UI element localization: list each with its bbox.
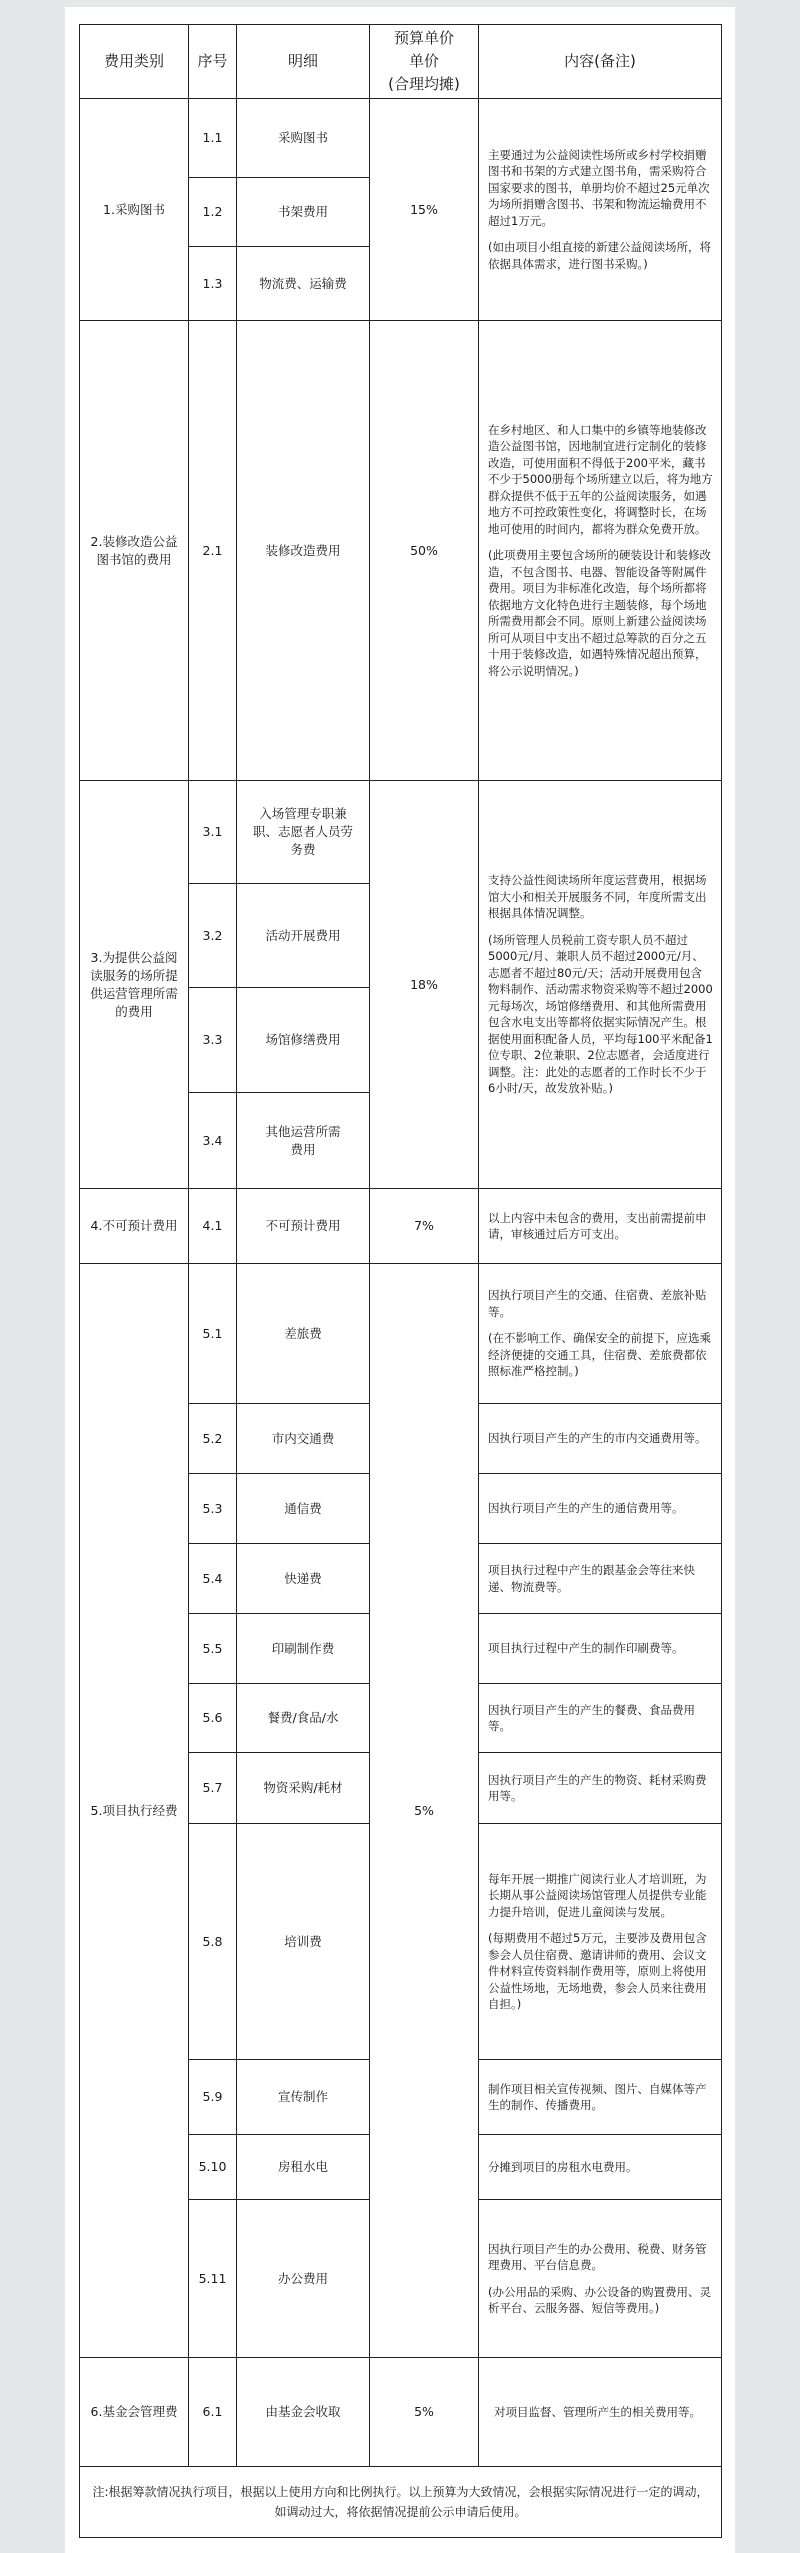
index-cell: 5.3 [189, 1474, 237, 1544]
table-header-row [80, 25, 722, 99]
category-cell: 1.采购图书 [80, 99, 189, 321]
header-category: 费用类别 [80, 25, 189, 99]
index-cell: 4.1 [189, 1189, 237, 1264]
content-cell: 在乡村地区、和人口集中的乡镇等地装修改造公益图书馆，因地制宜进行定制化的装修改造，可使用面积不得低于200平米，藏书不少于5000册每个场所建立以后，将为地方群众提供不低于五年的公益阅读服务，如遇地方不可控政策性变化，将调整时长，在场地可使用的时间内，都将为群众免费开放。 (此项费用主要包含场所的硬装设计和装修改造，不包含图书、电器、智能设备等附属件费用。项目为非标准化改造，每个场所都将依据地方文化特色进行主题装修，每个场地所需费用都会不同。原则上新建公益阅读场所可从项目中支出不超过总筹款的百分之五十用于装修改造，如遇特殊情况超出预算，将公示说明情况。) [479, 321, 722, 781]
content-cell: 项目执行过程中产生的制作印刷费等。 [479, 1614, 722, 1684]
content-cell: 因执行项目产生的产生的通信费用等。 [479, 1474, 722, 1544]
index-cell: 1.3 [189, 247, 237, 321]
category-cell: 4.不可预计费用 [80, 1189, 189, 1264]
index-cell: 5.2 [189, 1404, 237, 1474]
detail-cell: 物资采购/耗材 [237, 1753, 370, 1824]
header-content: 内容(备注) [479, 25, 722, 99]
detail-cell: 书架费用 [237, 178, 370, 247]
index-cell: 5.1 [189, 1264, 237, 1404]
detail-cell: 印刷制作费 [237, 1614, 370, 1684]
content-cell: 因执行项目产生的产生的餐费、食品费用等。 [479, 1684, 722, 1753]
index-cell: 5.11 [189, 2200, 237, 2358]
category-cell: 5.项目执行经费 [80, 1264, 189, 2358]
detail-cell: 由基金会收取 [237, 2358, 370, 2467]
category-cell: 6.基金会管理费 [80, 2358, 189, 2467]
index-cell: 5.9 [189, 2060, 237, 2135]
index-cell: 3.3 [189, 988, 237, 1093]
index-cell: 2.1 [189, 321, 237, 781]
detail-cell: 培训费 [237, 1824, 370, 2060]
content-cell: 每年开展一期推广阅读行业人才培训班，为长期从事公益阅读场馆管理人员提供专业能力提升培训，促进儿童阅读与发展。 (每期费用不超过5万元，主要涉及费用包含参会人员住宿费、邀请讲师的费用、会议文件材料宣传资料制作费用等，原则上将使用公益性场地，无场地费，参会人员来往费用自担。) [479, 1824, 722, 2060]
table-row [80, 2358, 722, 2467]
index-cell: 1.2 [189, 178, 237, 247]
index-cell: 3.4 [189, 1093, 237, 1189]
detail-cell: 差旅费 [237, 1264, 370, 1404]
content-cell: 分摊到项目的房租水电费用。 [479, 2135, 722, 2200]
detail-cell: 通信费 [237, 1474, 370, 1544]
header-index: 序号 [189, 25, 237, 99]
percent-cell: 5% [370, 1264, 479, 2358]
index-cell: 5.10 [189, 2135, 237, 2200]
detail-cell: 办公费用 [237, 2200, 370, 2358]
document-card [65, 7, 735, 2553]
table-row [80, 1189, 722, 1264]
detail-cell: 餐费/食品/水 [237, 1684, 370, 1753]
detail-cell: 不可预计费用 [237, 1189, 370, 1264]
detail-cell: 快递费 [237, 1544, 370, 1614]
detail-cell: 活动开展费用 [237, 884, 370, 988]
detail-cell: 场馆修缮费用 [237, 988, 370, 1093]
content-cell: 制作项目相关宣传视频、图片、自媒体等产生的制作、传播费用。 [479, 2060, 722, 2135]
index-cell: 3.1 [189, 781, 237, 884]
header-detail: 明细 [237, 25, 370, 99]
percent-cell: 18% [370, 781, 479, 1189]
content-cell: 以上内容中未包含的费用，支出前需提前申请，审核通过后方可支出。 [479, 1189, 722, 1264]
detail-cell: 入场管理专职兼职、志愿者人员劳务费 [237, 781, 370, 884]
footnote: 注:根据筹款情况执行项目，根据以上使用方向和比例执行。以上预算为大致情况，会根据实际情况进行一定的调动，如调动过大，将依据情况提前公示申请后使用。 [80, 2467, 722, 2538]
detail-cell: 装修改造费用 [237, 321, 370, 781]
index-cell: 5.7 [189, 1753, 237, 1824]
budget-table [79, 24, 722, 2538]
detail-cell: 房租水电 [237, 2135, 370, 2200]
detail-cell: 其他运营所需费用 [237, 1093, 370, 1189]
percent-cell: 50% [370, 321, 479, 781]
index-cell: 3.2 [189, 884, 237, 988]
content-cell: 因执行项目产生的产生的物资、耗材采购费用等。 [479, 1753, 722, 1824]
content-cell: 主要通过为公益阅读性场所或乡村学校捐赠图书和书架的方式建立图书角，需采购符合国家要求的图书，单册均价不超过25元单次为场所捐赠含图书、书架和物流运输费用不超过1万元。 (如由项目小组直接的新建公益阅读场所，将依据具体需求，进行图书采购。) [479, 99, 722, 321]
table-row [80, 321, 722, 781]
note-row [80, 2467, 722, 2538]
table-row [80, 99, 722, 178]
index-cell: 5.4 [189, 1544, 237, 1614]
index-cell: 5.8 [189, 1824, 237, 2060]
index-cell: 6.1 [189, 2358, 237, 2467]
content-cell: 支持公益性阅读场所年度运营费用，根据场馆大小和相关开展服务不同，年度所需支出根据具体情况调整。 (场所管理人员税前工资专职人员不超过5000元/月、兼职人员不超过2000元/月、志愿者不超过80元/天；活动开展费用包含物料制作、活动需求物资采购等不超过2000元每场次，场馆修缮费用、和其他所需费用包含水电支出等都将依据实际情况产生。根据使用面积配备人员，平均每100平米配备1位专职、2位兼职、2位志愿者，会适度进行调整。注：此处的志愿者的工作时长不少于6小时/天，故发放补贴。) [479, 781, 722, 1189]
content-cell: 对项目监督、管理所产生的相关费用等。 [479, 2358, 722, 2467]
table-row [80, 1264, 722, 1404]
content-cell: 因执行项目产生的产生的市内交通费用等。 [479, 1404, 722, 1474]
content-cell: 因执行项目产生的交通、住宿费、差旅补贴等。 (在不影响工作、确保安全的前提下，应选乘经济便捷的交通工具，住宿费、差旅费都依照标准严格控制。) [479, 1264, 722, 1404]
percent-cell: 5% [370, 2358, 479, 2467]
table-row [80, 781, 722, 884]
category-cell: 3.为提供公益阅读服务的场所提供运营管理所需的费用 [80, 781, 189, 1189]
percent-cell: 15% [370, 99, 479, 321]
percent-cell: 7% [370, 1189, 479, 1264]
index-cell: 5.6 [189, 1684, 237, 1753]
category-cell: 2.装修改造公益图书馆的费用 [80, 321, 189, 781]
index-cell: 1.1 [189, 99, 237, 178]
content-cell: 项目执行过程中产生的跟基金会等往来快递、物流费等。 [479, 1544, 722, 1614]
index-cell: 5.5 [189, 1614, 237, 1684]
content-cell: 因执行项目产生的办公费用、税费、财务管理费用、平台信息费。 (办公用品的采购、办公设备的购置费用、灵析平台、云服务器、短信等费用。) [479, 2200, 722, 2358]
header-price: 预算单价 单价 (合理均摊) [370, 25, 479, 99]
detail-cell: 市内交通费 [237, 1404, 370, 1474]
detail-cell: 宣传制作 [237, 2060, 370, 2135]
detail-cell: 物流费、运输费 [237, 247, 370, 321]
detail-cell: 采购图书 [237, 99, 370, 178]
